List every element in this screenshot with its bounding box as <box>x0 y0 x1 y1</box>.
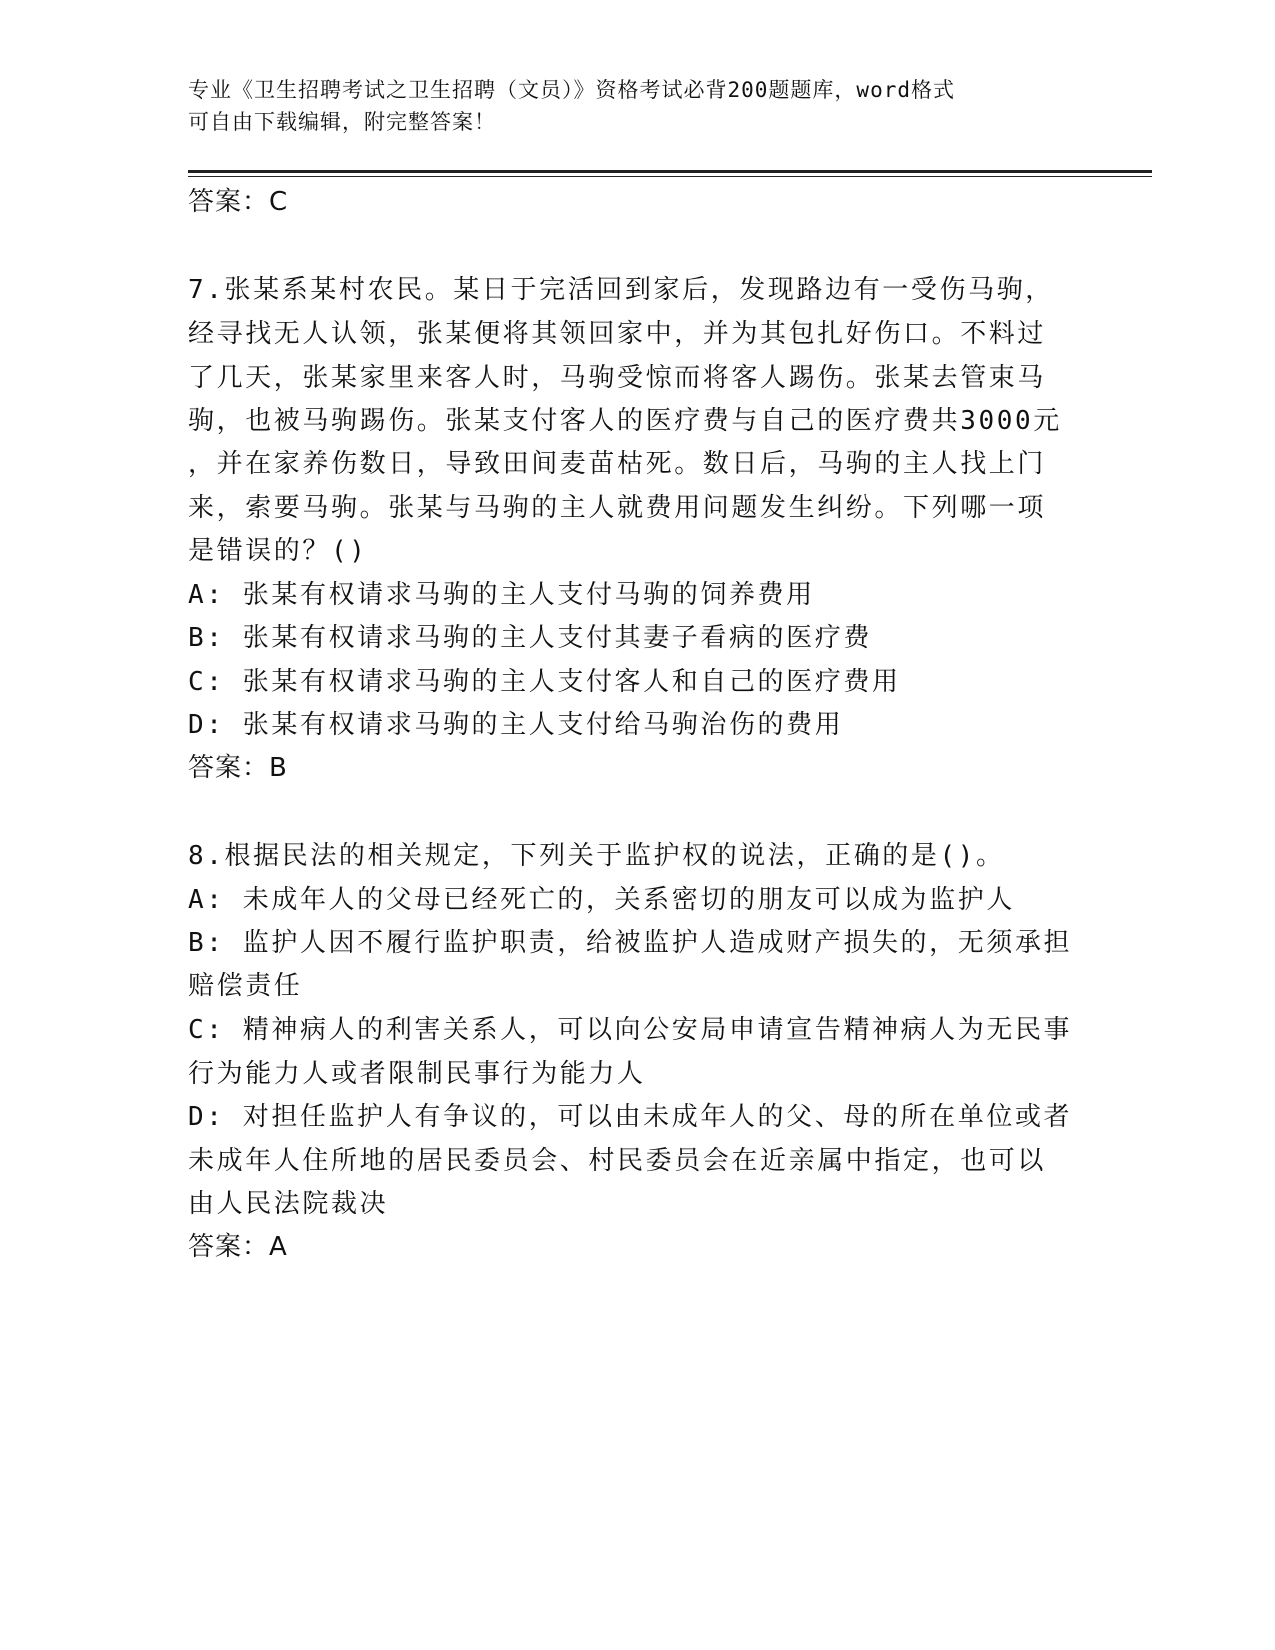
q7-stem-line: 经寻找无人认领，张某便将其领回家中，并为其包扎好伤口。不料过 <box>188 319 1047 349</box>
previous-answer: 答案：C <box>188 187 289 217</box>
q8-option-c-cont: 行为能力人或者限制民事行为能力人 <box>188 1059 646 1089</box>
q7-stem-line: 是错误的？() <box>188 536 368 566</box>
q8-option-d-cont: 由人民法院裁决 <box>188 1189 389 1219</box>
q8-stem: 8.根据民法的相关规定，下列关于监护权的说法，正确的是()。 <box>188 841 1005 871</box>
q7-stem-line: ，并在家养伤数日，导致田间麦苗枯死。数日后，马驹的主人找上门 <box>188 449 1047 479</box>
q8-option-d-cont: 未成年人住所地的居民委员会、村民委员会在近亲属中指定，也可以 <box>188 1146 1047 1176</box>
q8-option-b: B: 监护人因不履行监护职责，给被监护人造成财产损失的，无须承担 <box>188 928 1073 958</box>
document-header <box>188 74 1068 138</box>
q8-option-d: D: 对担任监护人有争议的，可以由未成年人的父、母的所在单位或者 <box>188 1102 1073 1132</box>
header-line-2: 可自由下载编辑，附完整答案！ <box>188 110 496 134</box>
header-rule-thick <box>188 170 1152 173</box>
q8-option-a: A: 未成年人的父母已经死亡的，关系密切的朋友可以成为监护人 <box>188 885 1015 915</box>
q7-option-d: D: 张某有权请求马驹的主人支付给马驹治伤的费用 <box>188 710 844 740</box>
q7-stem-line: 来，索要马驹。张某与马驹的主人就费用问题发生纠纷。下列哪一项 <box>188 493 1047 523</box>
q7-answer: 答案：B <box>188 753 288 783</box>
q7-stem-line: 驹，也被马驹踢伤。张某支付客人的医疗费与自己的医疗费共3000元 <box>188 406 1062 436</box>
header-rule-thin <box>188 176 1152 177</box>
q8-answer: 答案：A <box>188 1232 288 1262</box>
q8-option-b-cont: 赔偿责任 <box>188 971 303 1001</box>
q7-option-c: C: 张某有权请求马驹的主人支付客人和自己的医疗费用 <box>188 667 901 697</box>
q8-option-c: C: 精神病人的利害关系人，可以向公安局申请宣告精神病人为无民事 <box>188 1015 1073 1045</box>
header-line-1: 专业《卫生招聘考试之卫生招聘（文员）》资格考试必背200题题库，word格式 <box>188 78 955 102</box>
q7-stem-line: 7.张某系某村农民。某日于完活回到家后，发现路边有一受伤马驹， <box>188 275 1054 305</box>
q7-option-b: B: 张某有权请求马驹的主人支付其妻子看病的医疗费 <box>188 623 872 653</box>
q7-option-a: A: 张某有权请求马驹的主人支付马驹的饲养费用 <box>188 580 815 610</box>
q7-stem-line: 了几天，张某家里来客人时，马驹受惊而将客人踢伤。张某去管束马 <box>188 363 1047 393</box>
